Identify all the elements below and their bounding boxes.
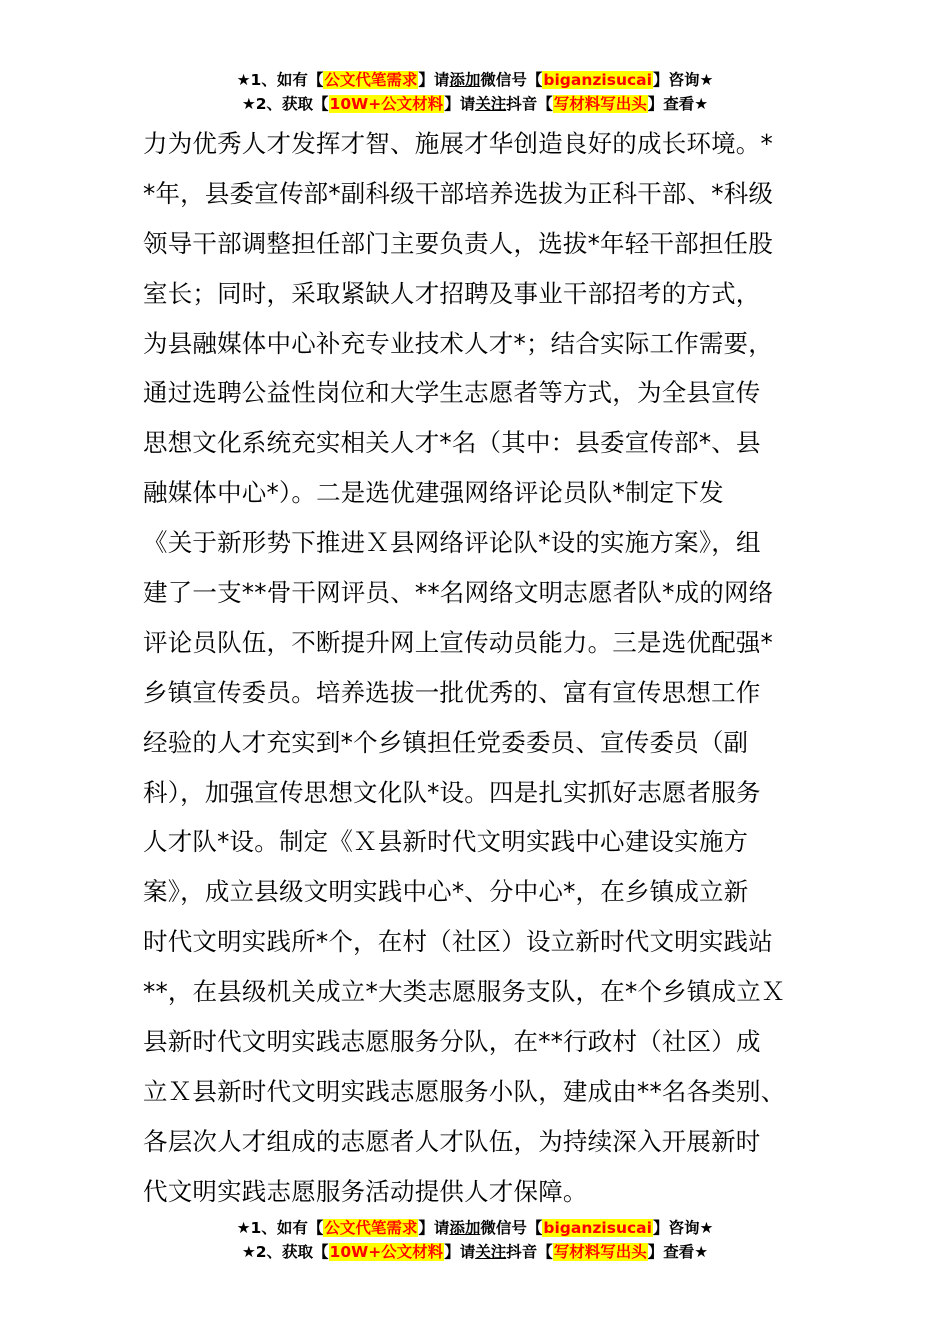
body-line: 科），加强宣传思想文化队*设。四是扎实抓好志愿者服务 [143,777,761,807]
body-line: 代文明实践志愿服务活动提供人才保障。 [143,1176,588,1206]
header-line1-suffix: 】咨询★ [652,71,714,89]
footer-line1-prefix: ★1、如有【 [236,1219,324,1237]
body-line: 县新时代文明实践志愿服务分队，在**行政村（社区）成 [143,1027,761,1057]
body-line: 案》，成立县级文明实践中心*、分中心*，在乡镇成立新 [143,877,749,907]
document-body [143,119,823,1217]
body-line: 人才队*设。制定《Ｘ县新时代文明实践中心建设实施方 [143,827,749,857]
header-line2-highlight-douyin-id: 写材料写出头 [553,95,647,113]
footer-line1-middle2: 微信号【 [480,1219,543,1237]
header-banner-line-1 [0,68,950,92]
body-line: 力为优秀人才发挥才智、施展才华创造良好的成长环境。* [143,129,773,158]
footer-line2-highlight-douyin-id: 写材料写出头 [553,1243,647,1261]
footer-line1-highlight-wechat-id: biganzisucai [543,1219,652,1237]
body-line: 领导干部调整担任部门主要负责人，选拔*年轻干部担任股 [143,228,773,258]
footer-line1-underlined: 添加 [449,1219,481,1237]
header-line2-prefix: ★2、获取【 [241,95,329,113]
header-banner-line-2 [0,92,950,116]
body-line: 思想文化系统充实相关人才*名（其中：县委宣传部*、县 [143,428,761,458]
header-banner [0,68,950,116]
header-line2-suffix: 】查看★ [647,95,709,113]
body-line: 乡镇宣传委员。培养选拔一批优秀的、富有宣传思想工作 [143,677,761,707]
footer-line1-suffix: 】咨询★ [652,1219,714,1237]
footer-line2-prefix: ★2、获取【 [241,1243,329,1261]
body-line: *年，县委宣传部*副科级干部培养选拔为正科干部、*科级 [143,178,774,208]
footer-line2-suffix: 】查看★ [647,1243,709,1261]
footer-line2-middle2: 抖音【 [506,1243,553,1261]
body-line: 室长；同时，采取紧缺人才招聘及事业干部招考的方式， [143,278,761,308]
footer-line2-middle: 】请 [444,1243,476,1261]
body-line: 经验的人才充实到*个乡镇担任党委委员、宣传委员（副 [143,727,749,757]
header-line1-middle2: 微信号【 [480,71,543,89]
header-line1-prefix: ★1、如有【 [236,71,324,89]
body-line: **，在县级机关成立*大类志愿服务支队，在*个乡镇成立Ｘ [143,977,786,1007]
header-line2-highlight-materials: 10W+公文材料 [329,95,444,113]
footer-banner-line-2 [0,1240,950,1264]
footer-banner [0,1216,950,1264]
body-line: 为县融媒体中心补充专业技术人才*；结合实际工作需要， [143,328,773,358]
footer-line2-underlined: 关注 [475,1243,507,1261]
footer-line1-middle: 】请 [418,1219,450,1237]
body-line: 各层次人才组成的志愿者人才队伍，为持续深入开展新时 [143,1126,761,1156]
header-line2-middle2: 抖音【 [506,95,553,113]
body-line: 建了一支**骨干网评员、**名网络文明志愿者队*成的网络 [143,578,774,608]
body-line: 时代文明实践所*个，在村（社区）设立新时代文明实践站 [143,927,773,957]
header-line1-underlined: 添加 [449,71,481,89]
header-line1-middle: 】请 [418,71,450,89]
header-line2-middle: 】请 [444,95,476,113]
header-line1-highlight-service: 公文代笔需求 [324,71,418,89]
body-line: 立Ｘ县新时代文明实践志愿服务小队，建成由**名各类别、 [143,1076,786,1106]
body-line: 融媒体中心*）。二是选优建强网络评论员队*制定下发 [143,478,724,508]
footer-line1-highlight-service: 公文代笔需求 [324,1219,418,1237]
body-line: 通过选聘公益性岗位和大学生志愿者等方式，为全县宣传 [143,378,761,408]
footer-line2-highlight-materials: 10W+公文材料 [329,1243,444,1261]
footer-banner-line-1 [0,1216,950,1240]
body-line: 评论员队伍，不断提升网上宣传动员能力。三是选优配强* [143,627,773,657]
body-line: 《关于新形势下推进Ｘ县网络评论队*设的实施方案》，组 [143,528,761,558]
header-line1-highlight-wechat-id: biganzisucai [543,71,652,89]
header-line2-underlined: 关注 [475,95,507,113]
